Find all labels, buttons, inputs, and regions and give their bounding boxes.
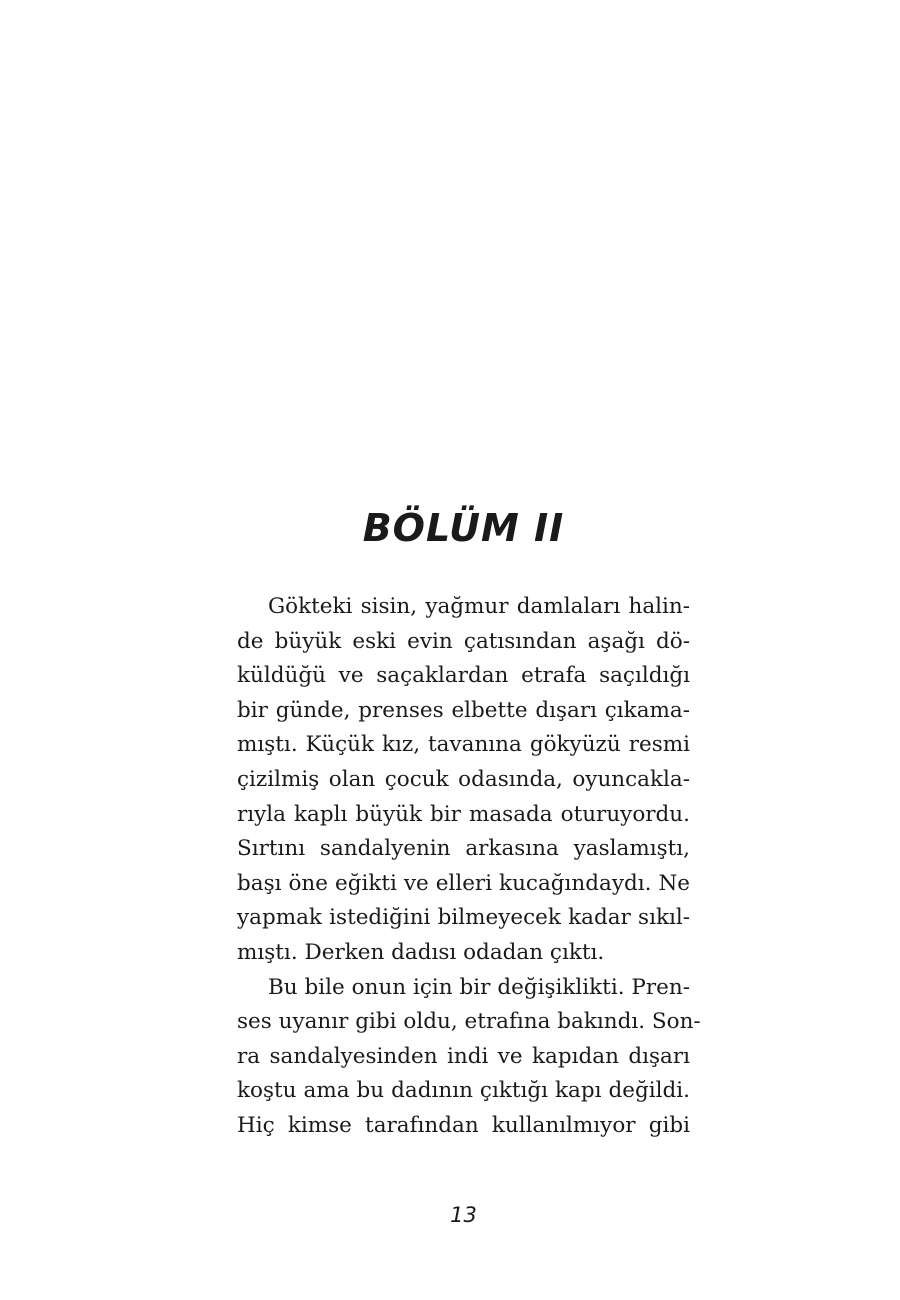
text-line: başı öne eğikti ve elleri kucağındaydı. Ne	[237, 870, 690, 896]
text-line: Bu bile onun için bir değişiklikti. Pren-	[268, 974, 690, 1000]
text-line: çizilmiş olan çocuk odasında, oyuncakla-	[237, 766, 690, 792]
text-line: mıştı. Derken dadısı odadan çıktı.	[237, 939, 605, 965]
text-line: koştu ama bu dadının çıktığı kapı değildi.	[237, 1078, 690, 1104]
text-line: bir günde, prenses elbette dışarı çıkama-	[237, 697, 690, 723]
text-line: ses uyanır gibi oldu, etrafına bakındı. Son-	[237, 1009, 701, 1035]
text-line: de büyük eski evin çatısından aşağı dö-	[237, 628, 690, 654]
text-line: rıyla kaplı büyük bir masada oturuyordu.	[237, 801, 690, 827]
text-line: Hiç kimse tarafından kullanılmıyor gibi	[237, 1112, 690, 1138]
text-line: Sırtını sandalyenin arkasına yaslamıştı,	[237, 836, 690, 862]
text-line: ra sandalyesinden indi ve kapıdan dışarı	[237, 1043, 690, 1069]
text-line: yapmak istediğini bilmeyecek kadar sıkıl-	[237, 905, 690, 931]
body-text	[237, 590, 701, 1144]
page-number: 13	[450, 1203, 477, 1227]
text-line: Gökteki sisin, yağmur damlaları halin-	[268, 594, 690, 619]
text-line: mıştı. Küçük kız, tavanına gökyüzü resmi	[237, 732, 690, 758]
chapter-title: BÖLÜM II	[362, 506, 565, 550]
text-line: küldüğü ve saçaklardan etrafa saçıldığı	[237, 663, 690, 689]
